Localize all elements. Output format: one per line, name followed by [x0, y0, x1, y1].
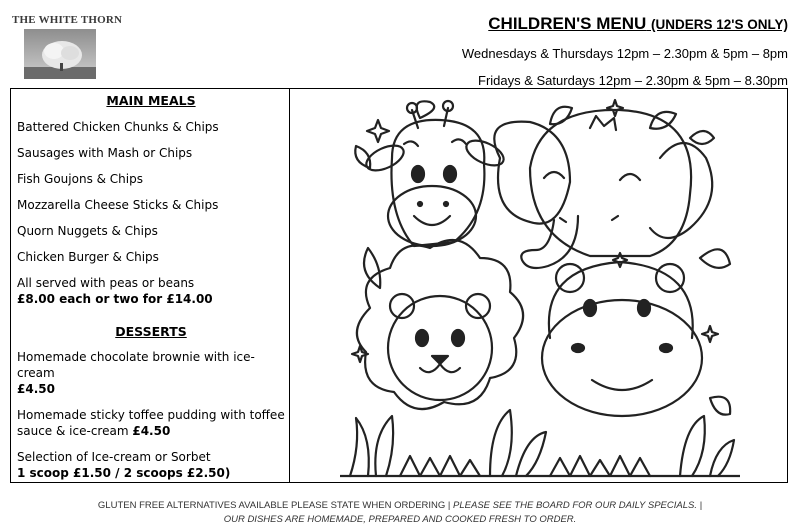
- dessert-price: £4.50: [17, 382, 55, 396]
- column-divider: [289, 89, 290, 482]
- dessert-price: 1 scoop £1.50 / 2 scoops £2.50): [17, 466, 231, 480]
- dessert-item: [17, 449, 285, 481]
- hours-wed-thu: Wednesdays & Thursdays 12pm – 2.30pm & 5pm – 8pm: [461, 46, 788, 61]
- menu-title-main: CHILDREN'S MENU: [488, 14, 647, 33]
- main-meal-item: Fish Goujons & Chips: [17, 172, 143, 186]
- coloring-page-illustration: [340, 98, 740, 480]
- dessert-item: [17, 407, 285, 439]
- main-meals-heading: MAIN MEALS: [106, 93, 196, 108]
- main-meal-item: Chicken Burger & Chips: [17, 250, 159, 264]
- menu-title-subtitle: (UNDERS 12'S ONLY): [651, 17, 788, 32]
- main-meals-price: £8.00 each or two for £14.00: [17, 292, 213, 306]
- main-meal-item: Quorn Nuggets & Chips: [17, 224, 158, 238]
- main-meal-item: Sausages with Mash or Chips: [17, 146, 193, 160]
- menu-title: [488, 14, 788, 34]
- elephant-drawing: [494, 110, 712, 268]
- main-meal-item: Battered Chicken Chunks & Chips: [17, 120, 219, 134]
- gluten-free-note: GLUTEN FREE ALTERNATIVES AVAILABLE PLEASE STATE WHEN ORDERING |: [97, 500, 451, 511]
- dessert-name: Selection of Ice-cream or Sorbet: [17, 450, 211, 464]
- footer-line-1: [0, 500, 800, 511]
- thorn-tree-photo: [24, 29, 96, 79]
- sparkle-icon: [352, 100, 718, 362]
- desserts-heading: DESSERTS: [115, 324, 187, 339]
- logo-title: THE WHITE THORN: [12, 14, 123, 26]
- dessert-item: [17, 349, 285, 397]
- daily-specials-note: PLEASE SEE THE BOARD FOR OUR DAILY SPECIALS. |: [453, 500, 703, 511]
- giraffe-drawing: [363, 101, 508, 246]
- dessert-name: Homemade sticky toffee pudding with toffee sauce & ice-cream: [17, 408, 285, 438]
- footer-homemade-note: OUR DISHES ARE HOMEMADE, PREPARED AND COOKED FRESH TO ORDER.: [223, 514, 577, 525]
- grass-decoration: [340, 410, 740, 476]
- lion-drawing: [357, 240, 523, 409]
- dessert-price: £4.50: [132, 424, 171, 438]
- hippo-drawing: [542, 262, 702, 416]
- dessert-name: Homemade chocolate brownie with ice-cream: [17, 350, 255, 380]
- menu-left-column: [17, 89, 285, 481]
- hours-fri-sat: Fridays & Saturdays 12pm – 2.30pm & 5pm – 8.30pm: [478, 73, 788, 88]
- main-meals-note: All served with peas or beans: [17, 276, 195, 290]
- logo: [12, 14, 123, 83]
- main-meal-item: Mozzarella Cheese Sticks & Chips: [17, 198, 219, 212]
